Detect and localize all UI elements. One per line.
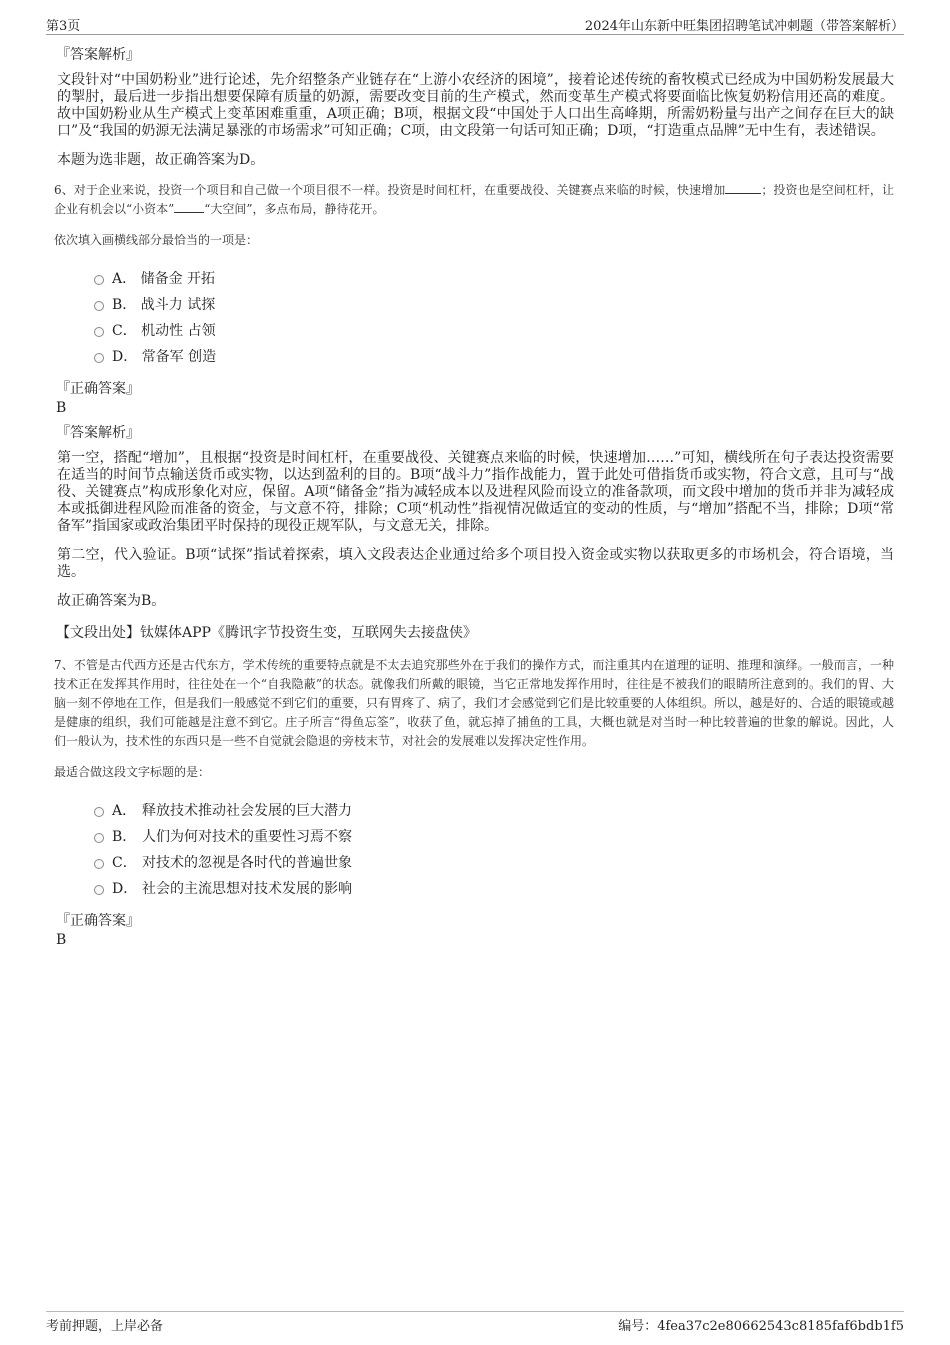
q6-option-c[interactable]: C． 机动性 占领 — [94, 318, 894, 344]
radio-icon[interactable] — [94, 833, 104, 843]
q5-analysis-p2: 本题为选非题，故正确答案为D。 — [57, 152, 265, 168]
q5-analysis-p1: 文段针对“中国奶粉业”进行论述，先介绍整条产业链存在“上游小农经济的困境”，接着论述传统的畜牧模式已经成为中国奶粉发展最大的掣肘，最后进一步指出想要保障有质量的奶源，需要改变目前的生产模式，然而变革生产模式将要面临比恢复奶粉信用还高的难度。故中国奶粉业从生产模式上变革困难重重，A项正确；B项，根据文段“中国处于人口出生高峰期，所需奶粉量与出产之间存在巨大的缺口”及“我国的奶源无法满足暴涨的市场需求”可知正确；C项，由文段第一句话可知正确；D项，“打造重点品牌”无中生有，表述错误。 — [57, 72, 894, 139]
q7-option-b[interactable]: B． 人们为何对技术的重要性习焉不察 — [94, 824, 894, 850]
q7-answer-tag: 『正确答案』 — [56, 913, 140, 929]
q6-options — [94, 266, 894, 370]
q7-option-c[interactable]: C． 对技术的忽视是各时代的普遍世象 — [94, 850, 894, 876]
q6-blank-1 — [725, 193, 761, 194]
radio-icon[interactable] — [94, 885, 104, 895]
radio-icon[interactable] — [94, 807, 104, 817]
footer-slogan: 考前押题，上岸必备 — [46, 1319, 164, 1334]
q6-analysis-p1: 第一空，搭配“增加”，且根据“投资是时间杠杆，在重要战役、关键赛点来临的时候，快速增加……”可知，横线所在句子表达投资需要在适当的时间节点输送货币或实物，以达到盈利的目的。B项“战斗力”指作战能力，置于此处可借指货币或实物，符合文意，且可与“战役、关键赛点”构成形象化对应，保留。A项“储备金”指为减轻成本以及进程风险而设立的准备款项，而文段中增加的货币并非为减轻成本或抵御进程风险而准备的资金，与文意不符，排除；C项“机动性”指视情况做适宜的变动的性质，与“增加”搭配不当，排除；D项“常备军”指国家或政治集团平时保持的现役正规军队，与文意无关，排除。 — [57, 450, 894, 534]
q7-answer: B — [56, 932, 67, 948]
page-content — [54, 44, 894, 954]
q7-stem: 7、不管是古代西方还是古代东方，学术传统的重要特点就是不太去追究那些外在于我们的操作方式，而注重其内在道理的证明、推理和演绎。一般而言，一种技术正在发挥其作用时，往往处在一个“自我隐蔽”的状态。就像我们所戴的眼镜，当它正常地发挥作用时，往往是不被我们的眼睛所注意到的。我们的胃、大脑一刻不停地在工作，但是我们一般感觉不到它们的重要，只有胃疼了、病了，我们才会感觉到它们是比较重要的人体组织。所以，越是好的、合适的眼镜或越是健康的组织，我们可能越是注意不到它。庄子所言“得鱼忘筌”，收获了鱼，就忘掉了捕鱼的工具，大概也就是对当时一种比较普遍的世象的解说。因此，人们一般认为，技术性的东西只是一些不自觉就会隐退的旁枝末节，对社会的发展难以发挥决定性作用。 — [54, 658, 895, 748]
radio-icon[interactable] — [94, 275, 104, 285]
q6-analysis-p2: 第二空，代入验证。B项“试探”指试着探索，填入文段表达企业通过给多个项目投入资金或实物以获取更多的市场机会，符合语境，当选。 — [57, 547, 894, 580]
q7-option-a[interactable]: A． 释放技术推动社会发展的巨大潜力 — [94, 798, 894, 824]
page-footer — [46, 1311, 904, 1334]
q6-option-a[interactable]: A． 储备金 开拓 — [94, 266, 894, 292]
footer-id: 编号：4fea37c2e80662543c8185faf6bdb1f5 — [618, 1319, 904, 1334]
q6-answer-tag: 『正确答案』 — [56, 381, 140, 397]
radio-icon[interactable] — [94, 327, 104, 337]
q6-analysis-p3: 故正确答案为B。 — [57, 593, 166, 609]
q6-answer: B — [56, 400, 67, 416]
q6-analysis-tag: 『答案解析』 — [56, 425, 140, 441]
q7-option-d[interactable]: D． 社会的主流思想对技术发展的影响 — [94, 876, 894, 902]
radio-icon[interactable] — [94, 353, 104, 363]
q7-prompt: 最适合做这段文字标题的是： — [54, 765, 211, 779]
q6-stem: 6、对于企业来说，投资一个项目和自己做一个项目很不一样。投资是时间杠杆，在重要战役、关键赛点来临的时候，快速增加 ；投资也是空间杠杆，让企业有机会以“小资本” “大空间”，多点布局，静待花开。 — [54, 183, 894, 216]
q5-analysis-tag: 『答案解析』 — [56, 47, 140, 63]
q7-options — [94, 798, 894, 902]
q6-prompt: 依次填入画横线部分最恰当的一项是： — [54, 233, 259, 247]
q6-blank-2 — [174, 212, 204, 213]
radio-icon[interactable] — [94, 859, 104, 869]
q6-source: 【文段出处】钛媒体APP《腾讯字节投资生变，互联网失去接盘侠》 — [56, 625, 477, 641]
page-header — [46, 12, 904, 35]
document-title: 2024年山东新中旺集团招聘笔试冲刺题（带答案解析） — [584, 19, 904, 34]
radio-icon[interactable] — [94, 301, 104, 311]
q6-option-b[interactable]: B． 战斗力 试探 — [94, 292, 894, 318]
page-number: 第3页 — [46, 19, 81, 34]
q6-option-d[interactable]: D． 常备军 创造 — [94, 344, 894, 370]
